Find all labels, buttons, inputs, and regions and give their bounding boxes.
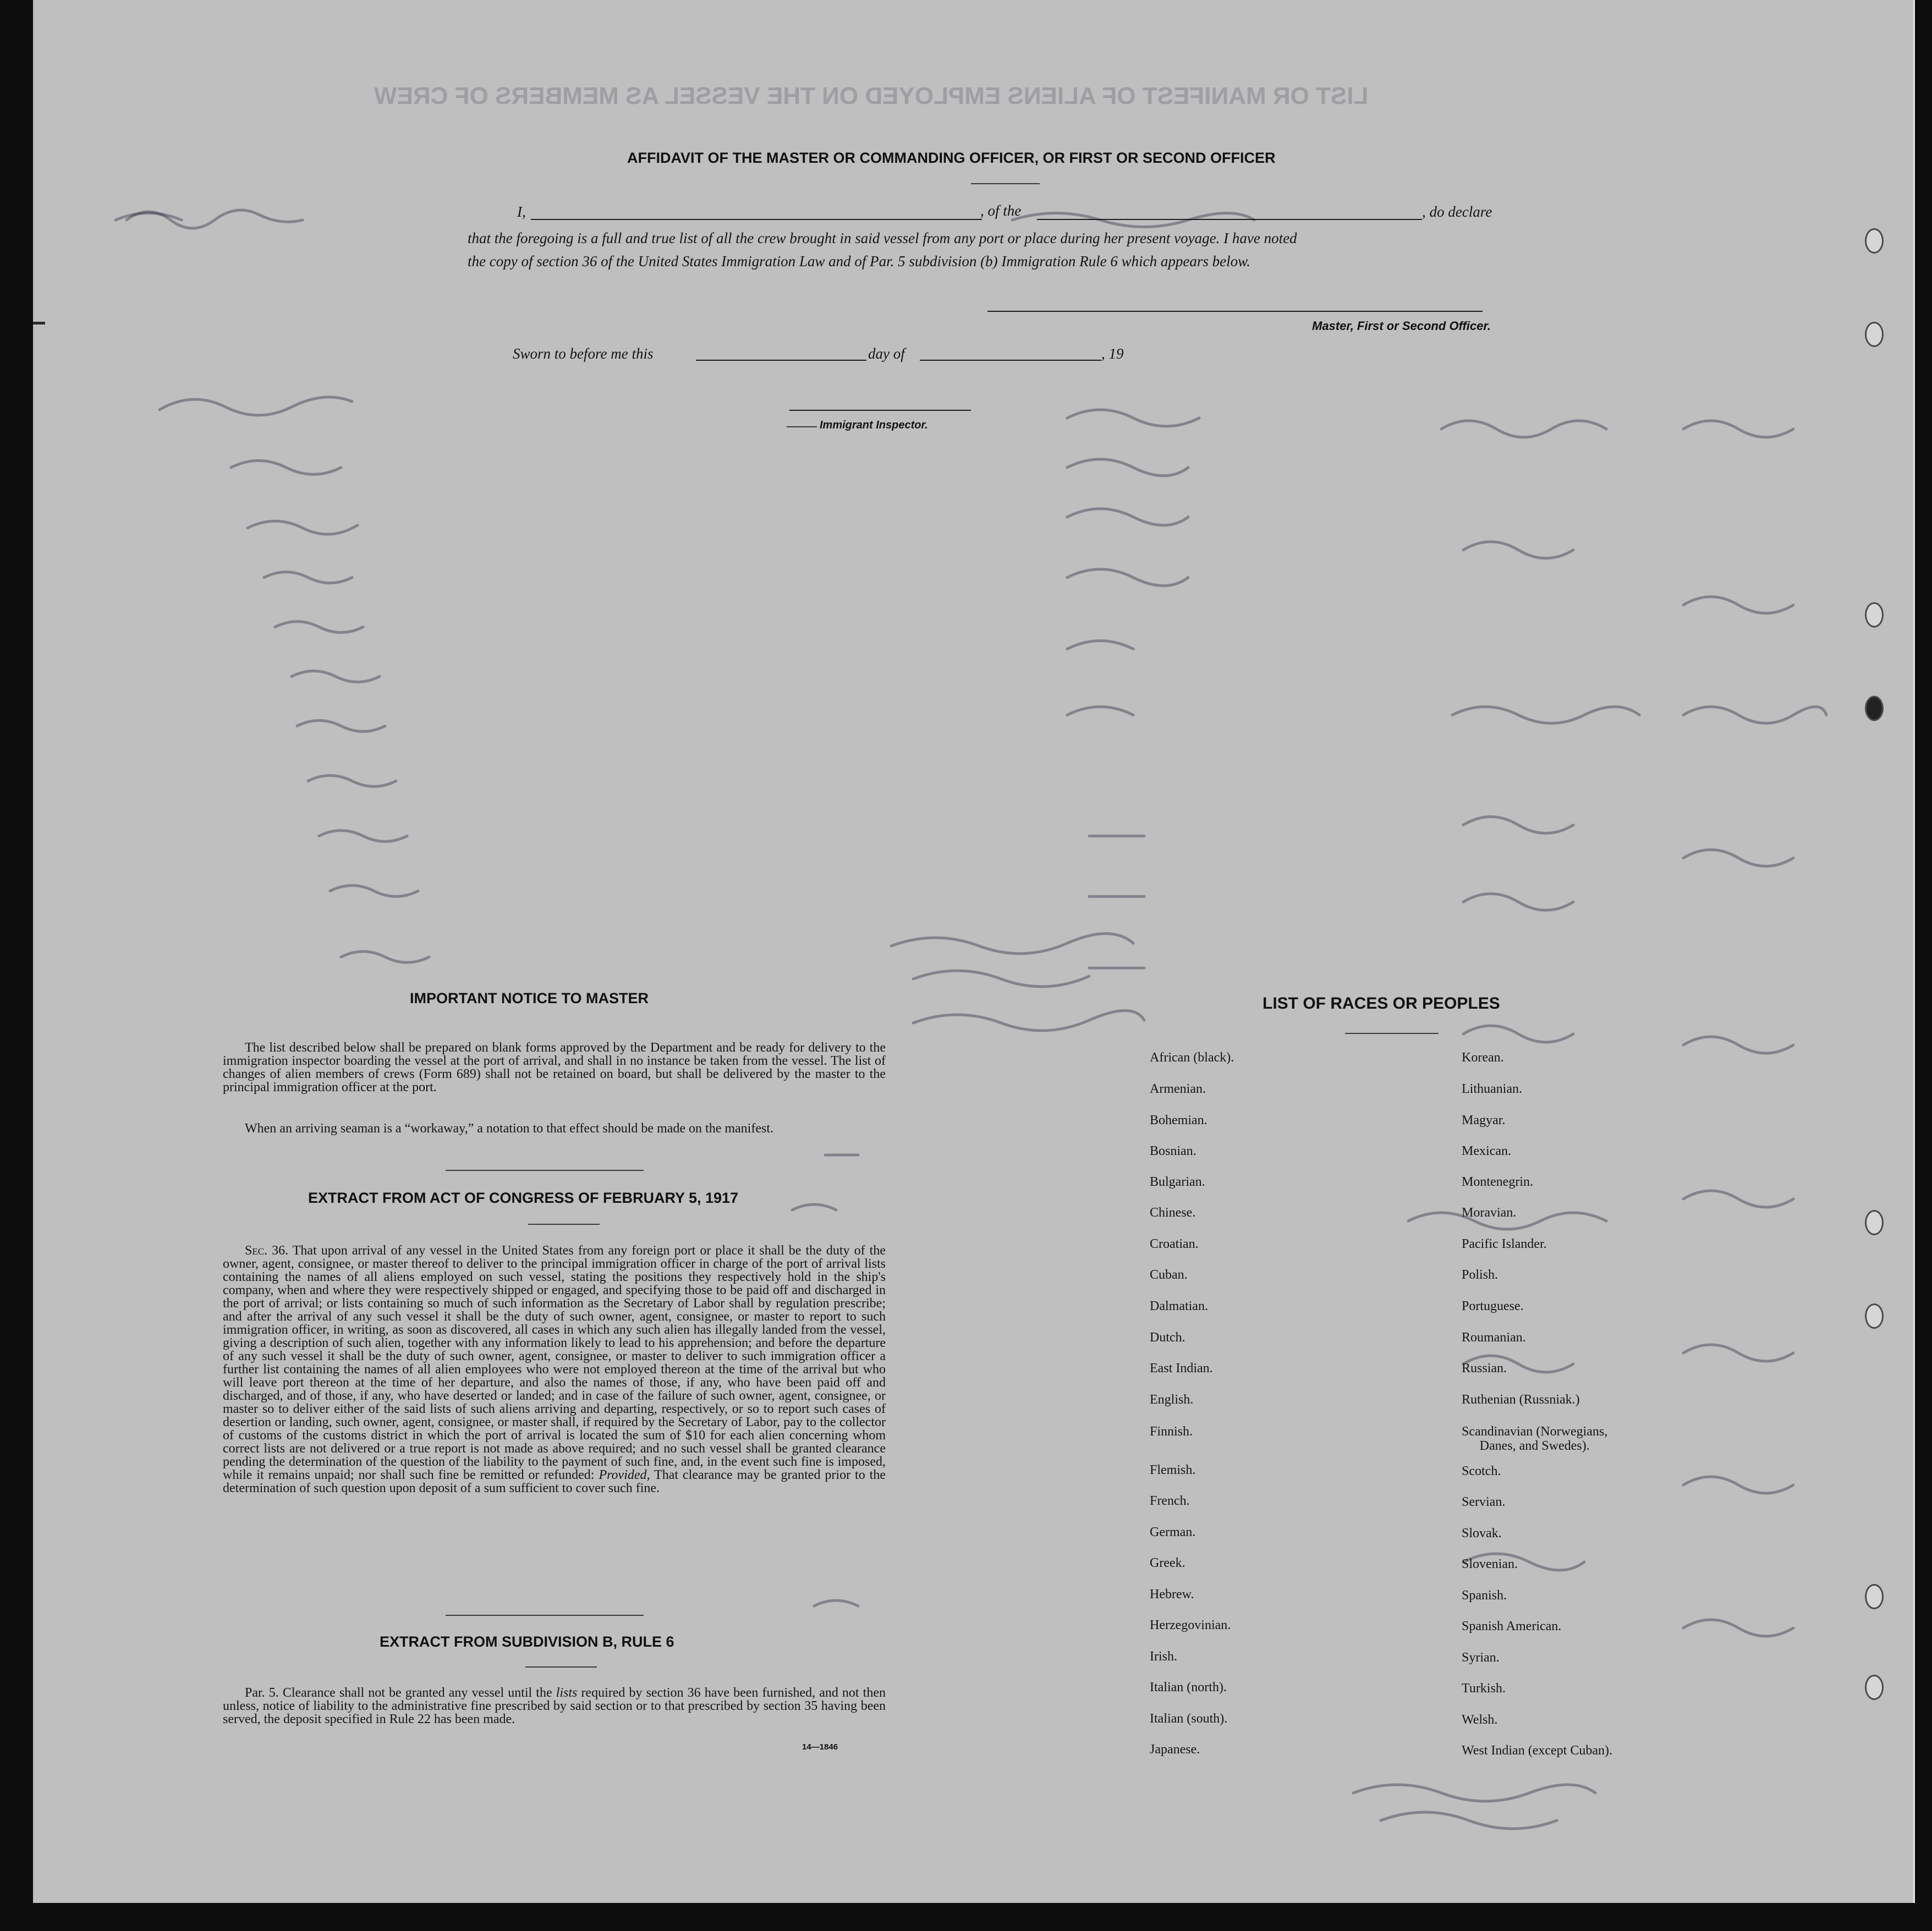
race-left-item: Flemish. <box>1150 1463 1196 1477</box>
binder-hole <box>1865 322 1884 347</box>
race-left-item: Bosnian. <box>1150 1144 1196 1158</box>
section-rule <box>446 1170 644 1171</box>
form-number: 14—1846 <box>802 1742 838 1752</box>
extract-act-body: That upon arrival of any vessel in the United States from any foreign port or place it shall be the duty of the owner, agent, consignee, or master thereof to deliver to the principal immigration officer in charge of the port of arrival lists containing the names of all aliens employed on such vessel, stating the positions they respectively hold in the ship's company, when and where they were respectively shipped or engaged, and specifying those to be paid off and discharged in the port of arrival; or lists containing so much of such information as the Secretary of Labor shall by regulation prescribe; and after the arrival of any such vessel it shall be the duty of such owner, agent, consignee, or master to report to such immigration officer, in writing, as soon as discovered, all cases in which any such alien has illegally landed from the vessel, giving a description of such alien, together with any information likely to lead to his apprehension; and before the departure of any such vessel it shall be the duty of such owner, agent, consignee, or master to deliver to such immigration officer a further list containing the names of all alien employees who were not employed thereon at the time of the arrival but who will leave port thereon at the time of her departure, and also the names of those, if any, who have been paid off and discharged, and of those, if any, who have deserted or landed; and in case of the failure of such owner, agent, consignee, or master so to deliver either of the said lists of such aliens arriving and departing, respectively, or so to report such cases of desertion or landing, such owner, agent, consignee, or master shall, if required by the Secretary of Labor, pay to the collector of customs of the customs district in which the port of arrival is located the sum of $10 for each alien concerning whom correct lists are not delivered or a true report is not made as above required; and no such vessel shall be granted clearance pending the determination of the question of the liability to the payment of such fine, and, in the event such fine is imposed, while it remains unpaid; nor shall such fine be remitted or refunded: <box>223 1244 886 1482</box>
race-left-item: Hebrew. <box>1150 1587 1194 1602</box>
rule-text-a: Par. 5. Clearance shall not be granted any vessel until the <box>245 1686 552 1700</box>
sworn-label: Sworn to before me this <box>513 345 654 362</box>
master-signature-label: Master, First or Second Officer. <box>1312 319 1491 333</box>
binder-hole <box>1865 1303 1884 1329</box>
race-left-item: Croatian. <box>1150 1237 1199 1251</box>
vessel-blank-line <box>1037 205 1422 220</box>
binder-hole <box>1865 602 1884 628</box>
race-left-item: Cuban. <box>1150 1268 1188 1282</box>
race-left-item: Armenian. <box>1150 1082 1206 1096</box>
manifest-page <box>33 0 1915 1903</box>
affidavit-i-label: I, <box>517 203 526 220</box>
race-right-item: Syrian. <box>1462 1651 1500 1665</box>
title-rule <box>525 1666 597 1668</box>
extract-rule-title: EXTRACT FROM SUBDIVISION B, RULE 6 <box>380 1633 674 1650</box>
race-left-item: Finnish. <box>1150 1424 1193 1439</box>
race-right-item: Russian. <box>1462 1361 1507 1376</box>
title-rule <box>1345 1033 1439 1034</box>
race-right-item: Magyar. <box>1462 1113 1506 1127</box>
inspector-label: Immigrant Inspector. <box>820 419 928 431</box>
race-right-item: Mexican. <box>1462 1144 1511 1158</box>
race-left-item: Herzegovinian. <box>1150 1618 1231 1632</box>
race-left-item: Greek. <box>1150 1556 1185 1570</box>
inspector-signature-line <box>789 399 971 411</box>
name-blank-line <box>531 205 982 220</box>
title-rule <box>528 1224 600 1225</box>
race-right-item: Polish. <box>1462 1268 1499 1282</box>
affidavit-title: AFFIDAVIT OF THE MASTER OR COMMANDING OFFICER, OR FIRST OR SECOND OFFICER <box>627 150 1276 166</box>
binder-hole <box>1865 696 1884 721</box>
race-right-item: West Indian (except Cuban). <box>1462 1743 1612 1758</box>
extract-act-text <box>223 1244 886 1495</box>
affidavit-of-the-label: , of the <box>980 202 1022 219</box>
affidavit-statement-2: the copy of section 36 of the United States Immigration Law and of Par. 5 subdivision (b) Immigration Rule 6 which appears below. <box>468 253 1250 269</box>
race-left-item: English. <box>1150 1393 1194 1407</box>
notice-title: IMPORTANT NOTICE TO MASTER <box>410 990 649 1006</box>
section-rule <box>446 1615 644 1616</box>
bleed-through-header: LIST OR MANIFEST OF ALIENS EMPLOYED ON THE VESSEL AS MEMBERS OF CREW <box>374 82 1369 109</box>
sworn-day-line <box>696 348 866 361</box>
race-right-item: Servian. <box>1462 1495 1506 1509</box>
extract-act-end: That clearance may be granted prior to the determination of such question upon deposit of a sum sufficient to cover such fine. <box>223 1468 886 1495</box>
race-left-item: Dutch. <box>1150 1330 1185 1345</box>
race-left-item: Dalmatian. <box>1150 1299 1208 1313</box>
binder-hole <box>1865 1675 1884 1700</box>
race-right-item: Pacific Islander. <box>1462 1237 1547 1251</box>
margin-tick <box>33 322 45 324</box>
race-right-item: Roumanian. <box>1462 1330 1526 1345</box>
notice-paragraph-1: The list described below shall be prepared on blank forms approved by the Department and be ready for delivery to the immigration inspector boarding the vessel at the port of arrival, and shall in no instance be taken from the vessel. The list of changes of alien members of crews (Form 689) shall not be retained on board, but shall be delivered by the master to the principal immigration officer at the port. <box>223 1041 886 1094</box>
affidavit-do-declare: , do declare <box>1422 203 1492 220</box>
race-right-item: Slovenian. <box>1462 1557 1518 1571</box>
sworn-month-line <box>920 348 1101 361</box>
race-right-item: Welsh. <box>1462 1713 1498 1727</box>
races-title: LIST OF RACES OR PEOPLES <box>1263 994 1500 1013</box>
race-right-item: Portuguese. <box>1462 1299 1524 1313</box>
year-label: , 19 <box>1101 345 1124 362</box>
rule-lists-word: lists <box>556 1686 578 1700</box>
race-right-item: Spanish. <box>1462 1588 1507 1603</box>
race-left-item: Italian (south). <box>1150 1712 1228 1726</box>
race-left-item: East Indian. <box>1150 1361 1213 1376</box>
affidavit-statement-1: that the foregoing is a full and true list of all the crew brought in said vessel from any port or place during her present voyage. I have noted <box>468 230 1297 246</box>
race-right-item: Turkish. <box>1462 1681 1506 1696</box>
race-left-item: German. <box>1150 1525 1196 1539</box>
day-of-label: day of <box>868 345 905 362</box>
binder-hole <box>1865 1210 1884 1235</box>
title-rule <box>971 183 1040 184</box>
race-left-item: Irish. <box>1150 1649 1177 1664</box>
race-right-item: Spanish American. <box>1462 1619 1562 1633</box>
race-left-item: Chinese. <box>1150 1206 1196 1220</box>
binder-hole <box>1865 1584 1884 1609</box>
race-right-item: Montenegrin. <box>1462 1175 1533 1189</box>
binder-hole <box>1865 228 1884 254</box>
race-left-item: French. <box>1150 1494 1190 1508</box>
extract-act-title: EXTRACT FROM ACT OF CONGRESS OF FEBRUARY 5, 1917 <box>308 1190 739 1206</box>
extract-rule-text <box>223 1686 886 1726</box>
race-right-item: Ruthenian (Russniak.) <box>1462 1393 1580 1407</box>
race-right-item: Scotch. <box>1462 1464 1501 1478</box>
inspector-rule <box>787 426 817 427</box>
race-left-item: Japanese. <box>1150 1742 1200 1757</box>
race-right-item: Lithuanian. <box>1462 1082 1522 1096</box>
race-right-item: Slovak. <box>1462 1526 1502 1541</box>
race-left-item: Bohemian. <box>1150 1113 1208 1127</box>
master-signature-line <box>987 300 1483 312</box>
notice-paragraph-2: When an arriving seaman is a “workaway,” a notation to that effect should be made on the manifest. <box>245 1121 773 1136</box>
race-right-item: Korean. <box>1462 1050 1504 1065</box>
provided-label: Provided, <box>599 1468 650 1482</box>
race-right-item: Moravian. <box>1462 1206 1517 1220</box>
sec-label: Sec. 36. <box>245 1244 289 1258</box>
race-left-item: African (black). <box>1150 1050 1234 1065</box>
race-left-item: Italian (north). <box>1150 1680 1227 1695</box>
handwriting-bleed-through <box>33 0 1913 1903</box>
race-right-item: Scandinavian (Norwegians, Danes, and Swedes). <box>1462 1424 1608 1453</box>
rule-text-b: required by section 36 have been furnished, and not then unless, notice of liability to the administrative fine prescribed by said section or to that prescribed by section 35 having been served, the deposit specified in Rule 22 has been made. <box>223 1686 886 1726</box>
race-left-item: Bulgarian. <box>1150 1175 1205 1189</box>
